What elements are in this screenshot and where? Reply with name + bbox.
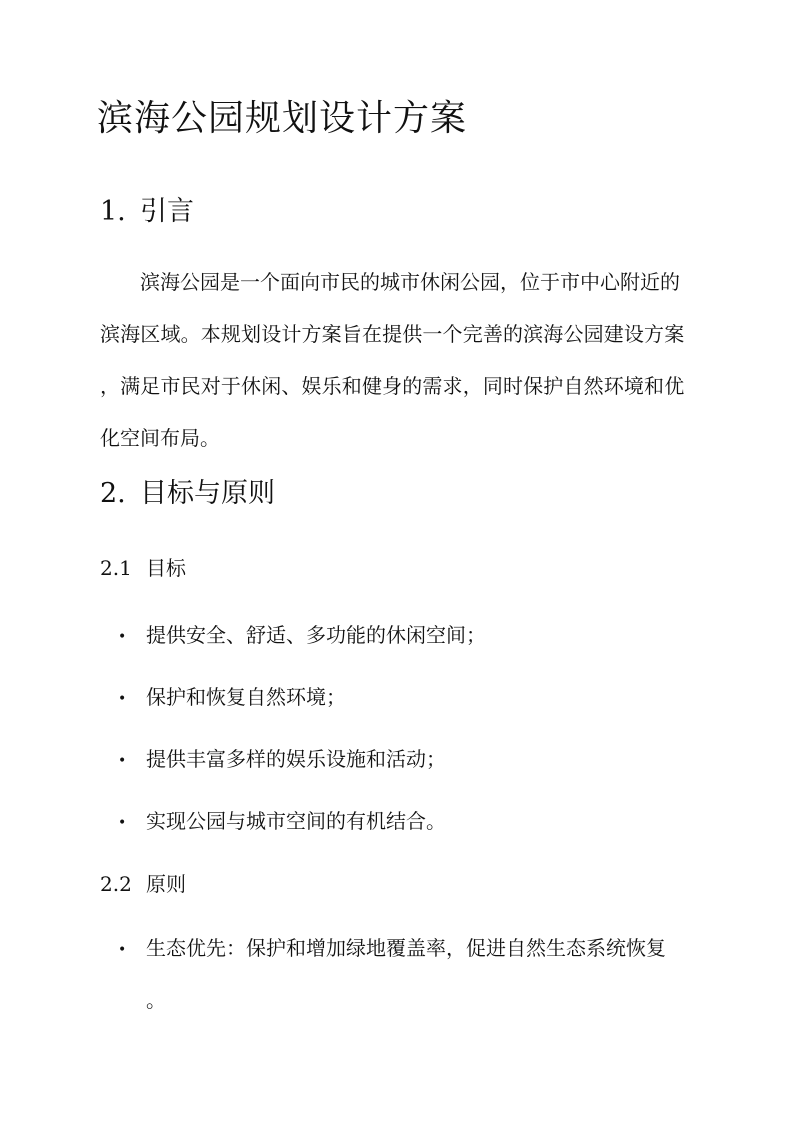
section-heading-introduction [100,192,194,232]
section-title: 目标与原则 [140,478,275,509]
paragraph-line: 滨海公园是一个面向市民的城市休闲公园，位于市中心附近的 [140,270,680,294]
list-item [118,620,486,652]
introduction-paragraph [100,256,700,464]
section-heading-goals-principles [100,474,275,514]
subsection-heading-principles [100,869,186,899]
section-number: 2. [100,478,126,509]
bullet-icon: • [118,814,127,831]
bullet-icon: • [118,690,127,707]
subsection-number: 2.1 [100,556,132,580]
list-item-continuation: 。 [146,988,166,1012]
list-item [118,744,446,776]
subsection-number: 2.2 [100,872,132,896]
list-item [118,682,346,714]
list-item-text: 提供丰富多样的娱乐设施和活动； [146,747,446,771]
document-title: 滨海公园规划设计方案 [97,98,468,139]
list-item-text: 保护和恢复自然环境； [146,685,346,709]
list-item [118,806,446,838]
list-item-text: 生态优先：保护和增加绿地覆盖率，促进自然生态系统恢复 [146,936,666,960]
bullet-icon: • [118,752,127,769]
paragraph-line: ，满足市民对于休闲、娱乐和健身的需求，同时保护自然环境和优 [100,374,685,398]
section-title: 引言 [140,196,194,227]
paragraph-line: 滨海区域。本规划设计方案旨在提供一个完善的滨海公园建设方案 [100,322,685,346]
bullet-icon: • [118,941,127,958]
list-item-text: 实现公园与城市空间的有机结合。 [146,809,446,833]
subsection-title: 目标 [146,556,186,580]
paragraph-line: 化空间布局。 [100,426,220,450]
list-item-text: 提供安全、舒适、多功能的休闲空间； [146,623,486,647]
subsection-title: 原则 [146,872,186,896]
bullet-icon: • [118,628,127,645]
section-number: 1. [100,196,126,227]
list-item [118,933,666,965]
subsection-heading-goals [100,553,186,583]
